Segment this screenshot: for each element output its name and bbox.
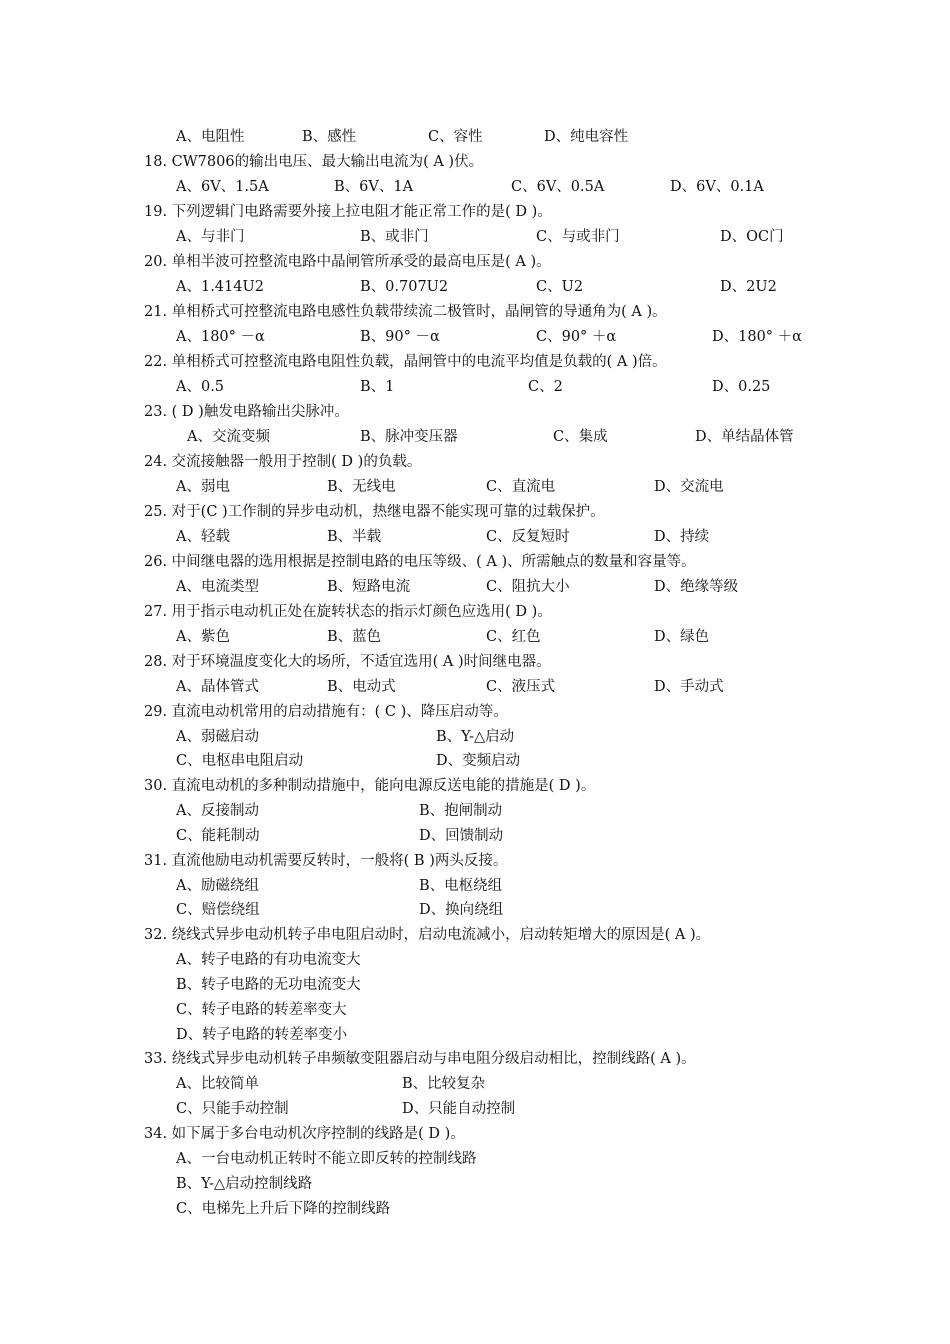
answer-option: D、转子电路的转差率变小 (176, 1027, 348, 1043)
question-text: 22. 单相桥式可控整流电路电阻性负载，晶闸管中的电流平均值是负载的( A )倍。 (144, 354, 667, 370)
answer-option: D、0.25 (712, 379, 771, 395)
answer-option: B、或非门 (360, 229, 429, 245)
answer-option: D、交流电 (654, 479, 724, 495)
answer-option: A、比较简单 (176, 1076, 259, 1092)
answer-option: C、集成 (553, 429, 608, 445)
answer-option: B、短路电流 (327, 579, 411, 595)
answer-option: A、反接制动 (176, 803, 259, 819)
answer-option: C、直流电 (486, 479, 556, 495)
answer-option: C、2 (528, 379, 563, 395)
answer-option: D、2U2 (720, 279, 777, 295)
answer-option: A、0.5 (176, 379, 225, 395)
answer-option: C、能耗制动 (176, 828, 260, 844)
answer-option: B、脉冲变压器 (360, 429, 458, 445)
answer-option: D、变频启动 (436, 753, 521, 769)
answer-option: C、转子电路的转差率变大 (176, 1002, 347, 1018)
answer-option: C、红色 (486, 629, 541, 645)
answer-option: A、电阻性 (176, 129, 245, 145)
answer-option: C、容性 (428, 129, 483, 145)
answer-option: B、比较复杂 (402, 1076, 486, 1092)
answer-option: B、6V、1A (334, 179, 414, 195)
answer-option: B、转子电路的无功电流变大 (176, 977, 361, 993)
answer-option: C、与或非门 (536, 229, 620, 245)
answer-option: B、电动式 (327, 679, 396, 695)
answer-option: B、90° －α (360, 329, 440, 345)
answer-option: A、紫色 (176, 629, 230, 645)
question-text: 31. 直流他励电动机需要反转时，一般将( B )两头反接。 (144, 853, 508, 869)
answer-option: D、OC门 (720, 229, 784, 245)
answer-option: A、6V、1.5A (176, 179, 269, 195)
answer-option: B、抱闸制动 (419, 803, 503, 819)
answer-option: B、半载 (327, 529, 382, 545)
answer-option: A、180° －α (176, 329, 265, 345)
question-text: 20. 单相半波可控整流电路中晶闸管所承受的最高电压是( A )。 (144, 254, 551, 270)
answer-option: A、电流类型 (176, 579, 259, 595)
answer-option: C、电枢串电阻启动 (176, 753, 304, 769)
answer-option: C、90° ＋α (536, 329, 617, 345)
answer-option: D、180° ＋α (712, 329, 802, 345)
question-text: 21. 单相桥式可控整流电路电感性负载带续流二极管时，晶闸管的导通角为( A )。 (144, 304, 667, 320)
answer-option: C、只能手动控制 (176, 1101, 289, 1117)
answer-option: C、反复短时 (486, 529, 570, 545)
answer-option: A、一台电动机正转时不能立即反转的控制线路 (176, 1151, 477, 1167)
question-text: 33. 绕线式异步电动机转子串频敏变阻器启动与串电阻分级启动相比，控制线路( A )。 (144, 1051, 696, 1067)
answer-option: D、纯电容性 (544, 129, 629, 145)
answer-option: A、晶体管式 (176, 679, 259, 695)
answer-option: B、Y-△启动 (436, 729, 515, 745)
answer-option: A、交流变频 (187, 429, 270, 445)
answer-option: D、换向绕组 (419, 902, 504, 918)
answer-option: A、1.414U2 (176, 279, 264, 295)
question-text: 29. 直流电动机常用的启动措施有：( C )、降压启动等。 (144, 704, 508, 720)
answer-option: C、U2 (536, 279, 584, 295)
answer-option: C、液压式 (486, 679, 556, 695)
question-text: 28. 对于环境温度变化大的场所，不适宜选用( A )时间继电器。 (144, 654, 551, 670)
answer-option: B、Y-△启动控制线路 (176, 1176, 313, 1192)
question-text: 18. CW7806的输出电压、最大输出电流为( A )伏。 (144, 154, 484, 170)
question-text: 23. ( D )触发电路输出尖脉冲。 (144, 404, 349, 420)
question-text: 24. 交流接触器一般用于控制( D )的负载。 (144, 454, 422, 470)
answer-option: D、回馈制动 (419, 828, 504, 844)
answer-option: A、与非门 (176, 229, 245, 245)
answer-option: B、感性 (302, 129, 357, 145)
answer-option: B、无线电 (327, 479, 396, 495)
answer-option: A、转子电路的有功电流变大 (176, 952, 361, 968)
question-text: 25. 对于(C )工作制的异步电动机，热继电器不能实现可靠的过载保护。 (144, 504, 605, 520)
answer-option: A、弱磁启动 (176, 729, 259, 745)
answer-option: A、轻载 (176, 529, 230, 545)
answer-option: B、0.707U2 (360, 279, 449, 295)
answer-option: C、6V、0.5A (511, 179, 605, 195)
answer-option: D、持续 (654, 529, 710, 545)
answer-option: A、励磁绕组 (176, 878, 259, 894)
answer-option: D、手动式 (654, 679, 724, 695)
answer-option: B、1 (360, 379, 395, 395)
answer-option: C、电梯先上升后下降的控制线路 (176, 1201, 391, 1217)
question-text: 32. 绕线式异步电动机转子串电阻启动时，启动电流减小，启动转矩增大的原因是( A )。 (144, 927, 711, 943)
answer-option: D、6V、0.1A (670, 179, 764, 195)
answer-option: D、绿色 (654, 629, 710, 645)
question-text: 19. 下列逻辑门电路需要外接上拉电阻才能正常工作的是( D )。 (144, 204, 552, 220)
question-text: 34. 如下属于多台电动机次序控制的线路是( D )。 (144, 1126, 465, 1142)
question-text: 26. 中间继电器的选用根据是控制电路的电压等级、( A )、所需触点的数量和容量等。 (144, 554, 696, 570)
question-text: 30. 直流电动机的多种制动措施中，能向电源反送电能的措施是( D )。 (144, 778, 596, 794)
answer-option: D、单结晶体管 (695, 429, 794, 445)
answer-option: C、赔偿绕组 (176, 902, 260, 918)
answer-option: D、绝缘等级 (654, 579, 739, 595)
answer-option: B、蓝色 (327, 629, 382, 645)
answer-option: D、只能自动控制 (402, 1101, 516, 1117)
answer-option: C、阻抗大小 (486, 579, 570, 595)
answer-option: B、电枢绕组 (419, 878, 503, 894)
question-text: 27. 用于指示电动机正处在旋转状态的指示灯颜色应选用( D )。 (144, 604, 552, 620)
answer-option: A、弱电 (176, 479, 230, 495)
